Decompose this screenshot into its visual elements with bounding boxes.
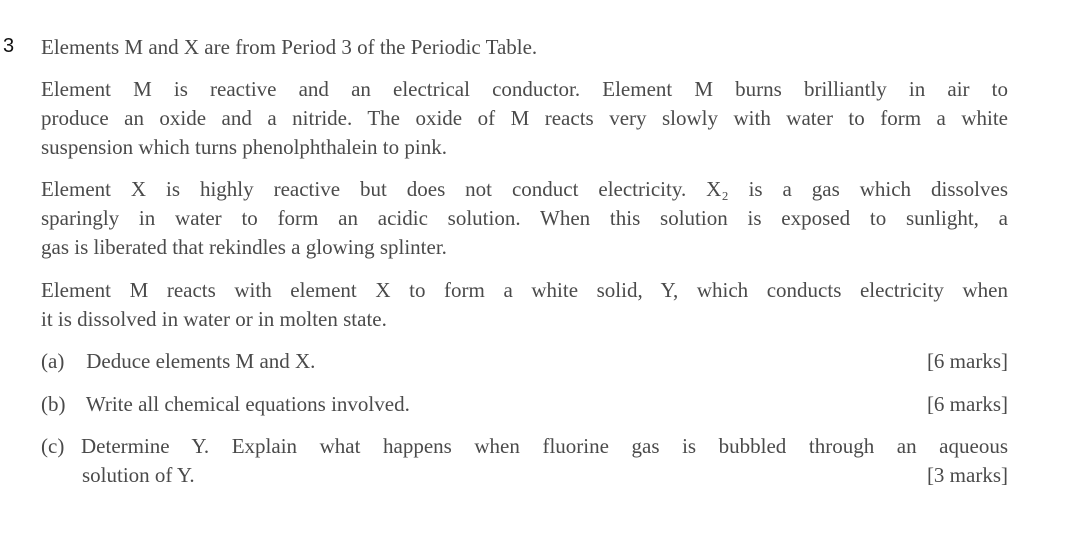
question-intro: Elements M and X are from Period 3 of the Periodic Table.: [41, 35, 538, 59]
paragraph-element-m: [41, 75, 1008, 162]
paragraph-compound-y: [41, 276, 1008, 334]
paragraph-m-line-2: produce an oxide and a nitride. The oxide of M reacts very slowly with water to form a white: [41, 106, 1008, 130]
part-b-label: (b): [41, 392, 66, 416]
part-c-marks: [3 marks]: [926, 463, 1008, 487]
part-b: [41, 390, 1008, 419]
part-c-label: (c): [41, 434, 65, 458]
paragraph-m-line-1: Element M is reactive and an electrical conductor. Element M burns brilliantly in air to: [41, 77, 1008, 101]
paragraph-m-line-3: suspension which turns phenolphthalein to pink.: [41, 135, 447, 159]
part-a-label: (a): [41, 349, 65, 373]
part-c-text-line-2: solution of Y.: [82, 463, 195, 487]
part-b-text: Write all chemical equations involved.: [85, 392, 410, 416]
question-number: 3: [3, 35, 15, 57]
paragraph-x-line-3: gas is liberated that rekindles a glowing splinter.: [41, 235, 447, 259]
paragraph-element-x: [41, 175, 1008, 262]
part-a-marks: [6 marks]: [926, 349, 1008, 373]
paragraph-y-line-1: Element M reacts with element X to form a white solid, Y, which conducts electricity when: [41, 278, 1008, 302]
part-c-text-line-1: Determine Y. Explain what happens when fluorine gas is bubbled through an aqueous: [81, 434, 1008, 458]
part-a-text: Deduce elements M and X.: [86, 349, 316, 373]
paragraph-x-line-1: Element X is highly reactive but does not conduct electricity. X₂ is a gas which dissolves: [41, 177, 1008, 201]
part-c: [41, 432, 1008, 490]
part-a: [41, 347, 1008, 376]
paragraph-x-line-2: sparingly in water to form an acidic solution. When this solution is exposed to sunlight, a: [41, 206, 1008, 230]
paragraph-y-line-2: it is dissolved in water or in molten state.: [41, 307, 387, 331]
part-b-marks: [6 marks]: [926, 392, 1008, 416]
